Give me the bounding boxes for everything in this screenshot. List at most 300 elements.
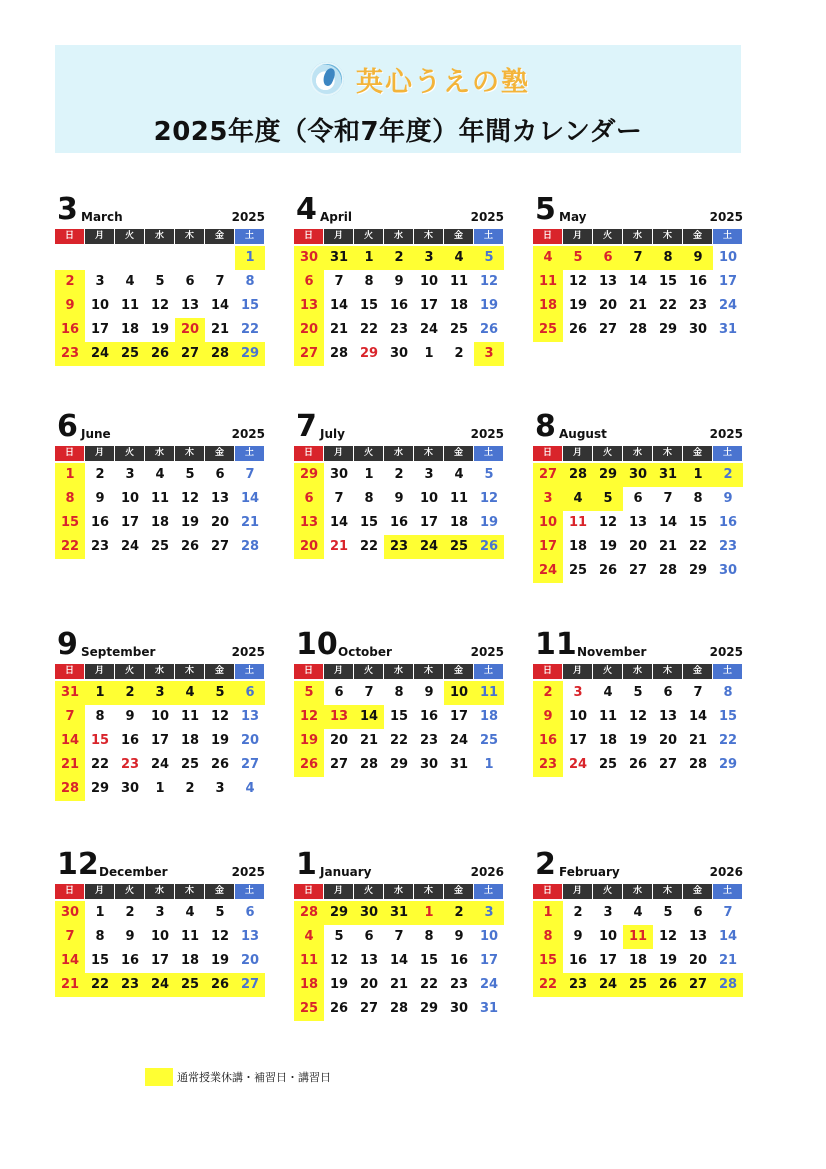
day-cell: 4 bbox=[444, 246, 474, 270]
day-cell: 2 bbox=[125, 905, 135, 920]
day-cell: 26 bbox=[479, 322, 499, 337]
month-year: 2026 bbox=[709, 865, 743, 879]
day-cell: 19 bbox=[568, 298, 588, 313]
day-cell: 16 bbox=[419, 709, 439, 724]
month-header bbox=[294, 192, 504, 229]
month-year: 2025 bbox=[470, 645, 504, 659]
day-cell: 4 bbox=[294, 925, 324, 949]
day-grid bbox=[294, 246, 504, 366]
month-october bbox=[294, 627, 504, 777]
day-cell: 21 bbox=[55, 753, 85, 777]
day-cell: 2 bbox=[95, 467, 105, 482]
month-year: 2025 bbox=[709, 210, 743, 224]
month-number: 10 bbox=[296, 627, 338, 662]
weekday-label: 土 bbox=[235, 229, 265, 244]
weekday-label: 月 bbox=[85, 664, 115, 679]
day-grid bbox=[533, 463, 743, 583]
day-cell: 20 bbox=[688, 953, 708, 968]
day-cell: 20 bbox=[210, 515, 230, 530]
month-header bbox=[533, 192, 743, 229]
day-cell: 19 bbox=[210, 953, 230, 968]
day-cell: 25 bbox=[479, 733, 499, 748]
day-cell: 9 bbox=[394, 491, 404, 506]
day-cell: 14 bbox=[210, 298, 230, 313]
day-cell: 25 bbox=[568, 563, 588, 578]
day-cell: 26 bbox=[598, 563, 618, 578]
day-cell: 16 bbox=[449, 953, 469, 968]
day-cell: 17 bbox=[533, 535, 563, 559]
day-cell: 22 bbox=[389, 733, 409, 748]
weekday-label: 月 bbox=[563, 664, 593, 679]
month-may bbox=[533, 192, 743, 342]
day-cell: 3 bbox=[533, 487, 563, 511]
day-cell: 17 bbox=[120, 515, 140, 530]
day-cell: 12 bbox=[479, 274, 499, 289]
legend-text: 通常授業休講・補習日・講習日 bbox=[177, 1071, 331, 1084]
day-cell: 6 bbox=[663, 685, 673, 700]
day-cell: 22 bbox=[240, 322, 260, 337]
day-cell: 18 bbox=[533, 294, 563, 318]
day-cell: 6 bbox=[593, 246, 623, 270]
weekday-label: 木 bbox=[653, 884, 683, 899]
weekday-label: 金 bbox=[683, 446, 713, 461]
month-year: 2025 bbox=[231, 865, 265, 879]
day-cell: 9 bbox=[424, 685, 434, 700]
day-cell: 16 bbox=[568, 953, 588, 968]
day-cell: 19 bbox=[294, 729, 324, 753]
globe-logo-icon bbox=[310, 62, 344, 96]
day-cell: 16 bbox=[120, 733, 140, 748]
day-grid bbox=[294, 901, 504, 1021]
weekday-label: 火 bbox=[593, 664, 623, 679]
day-cell: 24 bbox=[718, 298, 738, 313]
day-cell: 10 bbox=[150, 709, 170, 724]
day-cell: 31 bbox=[324, 246, 354, 270]
day-grid bbox=[55, 901, 265, 997]
weekday-label: 水 bbox=[145, 446, 175, 461]
day-cell: 7 bbox=[723, 905, 733, 920]
weekday-label: 水 bbox=[384, 229, 414, 244]
weekday-label: 月 bbox=[324, 884, 354, 899]
day-cell: 11 bbox=[449, 491, 469, 506]
day-cell: 29 bbox=[419, 1001, 439, 1016]
day-cell: 2 bbox=[573, 905, 583, 920]
day-cell: 5 bbox=[474, 246, 504, 270]
day-cell: 4 bbox=[245, 781, 255, 796]
day-cell: 27 bbox=[628, 563, 648, 578]
day-cell: 2 bbox=[394, 467, 404, 482]
day-cell: 29 bbox=[718, 757, 738, 772]
day-cell: 5 bbox=[484, 467, 494, 482]
month-header bbox=[294, 409, 504, 446]
weekday-label: 水 bbox=[145, 664, 175, 679]
day-cell: 15 bbox=[718, 709, 738, 724]
day-cell: 19 bbox=[479, 298, 499, 313]
day-cell: 26 bbox=[205, 973, 235, 997]
day-cell: 12 bbox=[598, 515, 618, 530]
day-cell: 19 bbox=[598, 539, 618, 554]
day-cell: 31 bbox=[55, 681, 85, 705]
day-cell: 18 bbox=[598, 733, 618, 748]
day-cell: 6 bbox=[215, 467, 225, 482]
day-cell: 27 bbox=[240, 757, 260, 772]
day-cell: 20 bbox=[658, 733, 678, 748]
day-cell: 2 bbox=[444, 901, 474, 925]
weekday-label: 日 bbox=[294, 229, 324, 244]
day-cell: 13 bbox=[240, 929, 260, 944]
day-cell: 29 bbox=[688, 563, 708, 578]
weekday-label: 月 bbox=[324, 446, 354, 461]
weekday-label: 月 bbox=[85, 446, 115, 461]
day-cell: 31 bbox=[653, 463, 683, 487]
day-cell: 11 bbox=[568, 515, 588, 530]
month-january bbox=[294, 847, 504, 1021]
day-cell: 2 bbox=[115, 681, 145, 705]
day-cell: 22 bbox=[658, 298, 678, 313]
day-cell: 25 bbox=[533, 318, 563, 342]
day-cell: 7 bbox=[215, 274, 225, 289]
day-cell: 10 bbox=[718, 250, 738, 265]
day-cell: 6 bbox=[693, 905, 703, 920]
day-cell: 6 bbox=[185, 274, 195, 289]
day-cell: 21 bbox=[658, 539, 678, 554]
weekday-label: 火 bbox=[115, 446, 145, 461]
day-cell: 1 bbox=[235, 246, 265, 270]
month-name: March bbox=[81, 210, 123, 224]
day-cell: 15 bbox=[359, 298, 379, 313]
month-year: 2025 bbox=[231, 210, 265, 224]
day-cell: 24 bbox=[414, 535, 444, 559]
weekday-header bbox=[533, 664, 743, 679]
day-cell: 5 bbox=[185, 467, 195, 482]
day-cell: 1 bbox=[55, 463, 85, 487]
weekday-label: 金 bbox=[683, 664, 713, 679]
day-cell: 24 bbox=[568, 757, 588, 772]
month-september bbox=[55, 627, 265, 801]
weekday-label: 日 bbox=[294, 664, 324, 679]
day-cell: 11 bbox=[120, 298, 140, 313]
month-year: 2026 bbox=[470, 865, 504, 879]
day-cell: 24 bbox=[150, 757, 170, 772]
day-cell: 27 bbox=[329, 757, 349, 772]
day-cell: 3 bbox=[125, 467, 135, 482]
day-cell: 30 bbox=[623, 463, 653, 487]
day-cell: 27 bbox=[210, 539, 230, 554]
day-cell: 14 bbox=[658, 515, 678, 530]
day-cell: 1 bbox=[364, 467, 374, 482]
day-grid bbox=[294, 681, 504, 777]
weekday-label: 水 bbox=[145, 884, 175, 899]
page-title: 2025年度（令和7年度）年間カレンダー bbox=[153, 117, 643, 147]
day-cell: 14 bbox=[389, 953, 409, 968]
day-cell: 5 bbox=[633, 685, 643, 700]
weekday-label: 火 bbox=[354, 446, 384, 461]
month-year: 2025 bbox=[709, 645, 743, 659]
day-cell: 9 bbox=[394, 274, 404, 289]
day-cell: 12 bbox=[628, 709, 648, 724]
day-cell: 27 bbox=[658, 757, 678, 772]
day-cell: 21 bbox=[329, 539, 349, 554]
weekday-label: 火 bbox=[115, 884, 145, 899]
day-cell: 29 bbox=[359, 346, 379, 361]
day-cell: 2 bbox=[185, 781, 195, 796]
month-name: November bbox=[577, 645, 647, 659]
day-cell: 14 bbox=[55, 949, 85, 973]
weekday-header bbox=[533, 446, 743, 461]
day-cell: 25 bbox=[175, 973, 205, 997]
day-cell: 12 bbox=[329, 953, 349, 968]
day-cell: 30 bbox=[354, 901, 384, 925]
weekday-label: 月 bbox=[563, 229, 593, 244]
day-cell: 8 bbox=[245, 274, 255, 289]
day-cell: 24 bbox=[145, 973, 175, 997]
month-year: 2025 bbox=[231, 427, 265, 441]
day-cell: 12 bbox=[568, 274, 588, 289]
day-cell: 26 bbox=[329, 1001, 349, 1016]
weekday-header bbox=[55, 229, 265, 244]
day-grid bbox=[55, 246, 265, 366]
day-cell: 2 bbox=[55, 270, 85, 294]
weekday-label: 金 bbox=[683, 884, 713, 899]
day-cell: 7 bbox=[663, 491, 673, 506]
day-cell: 19 bbox=[180, 515, 200, 530]
weekday-label: 金 bbox=[205, 664, 235, 679]
day-cell bbox=[115, 246, 145, 270]
weekday-label: 土 bbox=[235, 884, 265, 899]
day-cell: 3 bbox=[424, 467, 434, 482]
day-cell: 13 bbox=[688, 929, 708, 944]
day-cell: 15 bbox=[389, 709, 409, 724]
weekday-header bbox=[294, 664, 504, 679]
day-grid bbox=[533, 901, 743, 997]
day-cell: 10 bbox=[568, 709, 588, 724]
day-cell: 14 bbox=[55, 729, 85, 753]
day-cell: 2 bbox=[713, 463, 743, 487]
month-number: 6 bbox=[57, 409, 78, 444]
day-cell: 2 bbox=[384, 246, 414, 270]
day-cell: 22 bbox=[419, 977, 439, 992]
month-august bbox=[533, 409, 743, 583]
day-cell bbox=[55, 246, 85, 270]
day-cell: 25 bbox=[150, 539, 170, 554]
day-cell: 17 bbox=[718, 274, 738, 289]
weekday-label: 月 bbox=[324, 229, 354, 244]
day-cell: 22 bbox=[90, 757, 110, 772]
day-cell: 8 bbox=[424, 929, 434, 944]
day-cell: 13 bbox=[628, 515, 648, 530]
weekday-label: 土 bbox=[474, 229, 504, 244]
day-cell: 14 bbox=[329, 515, 349, 530]
weekday-label: 金 bbox=[444, 229, 474, 244]
day-cell bbox=[205, 246, 235, 270]
day-cell: 29 bbox=[294, 463, 324, 487]
day-cell: 27 bbox=[683, 973, 713, 997]
day-cell: 18 bbox=[180, 733, 200, 748]
month-year: 2025 bbox=[709, 427, 743, 441]
day-cell: 8 bbox=[364, 274, 374, 289]
weekday-label: 火 bbox=[593, 229, 623, 244]
day-cell: 12 bbox=[210, 929, 230, 944]
weekday-label: 土 bbox=[474, 884, 504, 899]
day-cell: 3 bbox=[155, 905, 165, 920]
month-year: 2025 bbox=[470, 210, 504, 224]
day-cell: 15 bbox=[55, 511, 85, 535]
day-cell: 25 bbox=[598, 757, 618, 772]
day-cell: 14 bbox=[329, 298, 349, 313]
day-cell: 5 bbox=[334, 929, 344, 944]
weekday-header bbox=[294, 446, 504, 461]
day-cell: 5 bbox=[593, 487, 623, 511]
weekday-label: 日 bbox=[55, 229, 85, 244]
day-cell: 10 bbox=[419, 274, 439, 289]
day-cell: 26 bbox=[145, 342, 175, 366]
day-cell: 20 bbox=[598, 298, 618, 313]
day-cell: 24 bbox=[419, 322, 439, 337]
weekday-label: 日 bbox=[533, 446, 563, 461]
weekday-label: 木 bbox=[414, 446, 444, 461]
school-logo bbox=[310, 61, 530, 97]
day-cell: 18 bbox=[294, 973, 324, 997]
month-name: January bbox=[320, 865, 372, 879]
day-cell: 13 bbox=[598, 274, 618, 289]
month-name: February bbox=[559, 865, 620, 879]
weekday-header bbox=[533, 884, 743, 899]
month-name: July bbox=[320, 427, 345, 441]
weekday-label: 土 bbox=[713, 446, 743, 461]
month-july bbox=[294, 409, 504, 559]
day-cell: 10 bbox=[90, 298, 110, 313]
weekday-header bbox=[55, 446, 265, 461]
day-grid bbox=[533, 681, 743, 777]
weekday-label: 土 bbox=[235, 446, 265, 461]
day-cell: 11 bbox=[180, 709, 200, 724]
day-cell: 5 bbox=[205, 681, 235, 705]
day-cell: 31 bbox=[384, 901, 414, 925]
day-cell: 11 bbox=[150, 491, 170, 506]
day-cell: 19 bbox=[210, 733, 230, 748]
day-cell: 15 bbox=[533, 949, 563, 973]
day-cell: 29 bbox=[658, 322, 678, 337]
day-cell: 7 bbox=[364, 685, 374, 700]
day-cell: 22 bbox=[688, 539, 708, 554]
month-name: September bbox=[81, 645, 156, 659]
month-year: 2025 bbox=[470, 427, 504, 441]
weekday-label: 火 bbox=[354, 884, 384, 899]
day-cell: 3 bbox=[414, 246, 444, 270]
day-cell: 12 bbox=[150, 298, 170, 313]
day-cell: 18 bbox=[568, 539, 588, 554]
day-cell: 8 bbox=[364, 491, 374, 506]
weekday-label: 火 bbox=[354, 664, 384, 679]
day-cell: 15 bbox=[419, 953, 439, 968]
day-cell: 28 bbox=[240, 539, 260, 554]
day-cell: 3 bbox=[603, 905, 613, 920]
month-header bbox=[294, 847, 504, 884]
month-name: August bbox=[559, 427, 607, 441]
month-march bbox=[55, 192, 265, 366]
day-cell: 19 bbox=[628, 733, 648, 748]
month-header bbox=[533, 847, 743, 884]
day-cell: 13 bbox=[294, 511, 324, 535]
weekday-label: 日 bbox=[294, 446, 324, 461]
day-cell: 9 bbox=[454, 929, 464, 944]
day-cell: 8 bbox=[95, 709, 105, 724]
month-name: October bbox=[338, 645, 392, 659]
day-cell: 3 bbox=[215, 781, 225, 796]
weekday-header bbox=[55, 884, 265, 899]
day-cell: 12 bbox=[658, 929, 678, 944]
weekday-label: 土 bbox=[474, 446, 504, 461]
day-cell: 15 bbox=[688, 515, 708, 530]
day-cell: 5 bbox=[663, 905, 673, 920]
day-cell: 22 bbox=[359, 539, 379, 554]
day-cell: 8 bbox=[533, 925, 563, 949]
month-november bbox=[533, 627, 743, 777]
day-cell: 3 bbox=[573, 685, 583, 700]
weekday-label: 火 bbox=[593, 884, 623, 899]
weekday-label: 金 bbox=[444, 446, 474, 461]
day-cell: 6 bbox=[245, 905, 255, 920]
day-cell: 23 bbox=[55, 342, 85, 366]
month-header bbox=[55, 409, 265, 446]
day-cell: 2 bbox=[454, 346, 464, 361]
day-cell: 3 bbox=[95, 274, 105, 289]
day-cell: 5 bbox=[155, 274, 165, 289]
day-cell: 23 bbox=[90, 539, 110, 554]
day-cell: 25 bbox=[444, 535, 474, 559]
day-cell: 4 bbox=[454, 467, 464, 482]
day-cell: 7 bbox=[623, 246, 653, 270]
day-cell: 15 bbox=[658, 274, 678, 289]
month-name: May bbox=[559, 210, 587, 224]
weekday-label: 土 bbox=[474, 664, 504, 679]
month-header bbox=[55, 847, 265, 884]
day-cell: 22 bbox=[85, 973, 115, 997]
weekday-label: 木 bbox=[175, 229, 205, 244]
day-cell: 18 bbox=[628, 953, 648, 968]
day-cell: 26 bbox=[628, 757, 648, 772]
day-cell: 10 bbox=[479, 929, 499, 944]
day-cell: 16 bbox=[688, 274, 708, 289]
day-cell: 16 bbox=[718, 515, 738, 530]
weekday-header bbox=[55, 664, 265, 679]
day-cell: 21 bbox=[688, 733, 708, 748]
day-cell: 17 bbox=[150, 953, 170, 968]
day-cell: 1 bbox=[414, 901, 444, 925]
day-cell: 4 bbox=[175, 681, 205, 705]
day-cell: 25 bbox=[115, 342, 145, 366]
day-cell: 16 bbox=[55, 318, 85, 342]
weekday-label: 月 bbox=[563, 446, 593, 461]
day-cell: 16 bbox=[389, 298, 409, 313]
day-cell: 10 bbox=[444, 681, 474, 705]
day-cell: 11 bbox=[623, 925, 653, 949]
weekday-label: 木 bbox=[653, 229, 683, 244]
day-cell bbox=[175, 246, 205, 270]
day-cell: 13 bbox=[180, 298, 200, 313]
day-cell: 23 bbox=[389, 322, 409, 337]
logo-text: 英心うえの塾 bbox=[356, 66, 530, 98]
weekday-label: 日 bbox=[55, 884, 85, 899]
month-header bbox=[533, 409, 743, 446]
day-cell: 21 bbox=[329, 322, 349, 337]
day-grid bbox=[533, 246, 743, 342]
day-cell: 28 bbox=[205, 342, 235, 366]
day-cell: 11 bbox=[533, 270, 563, 294]
month-header bbox=[533, 627, 743, 664]
day-cell: 26 bbox=[180, 539, 200, 554]
month-header bbox=[55, 192, 265, 229]
